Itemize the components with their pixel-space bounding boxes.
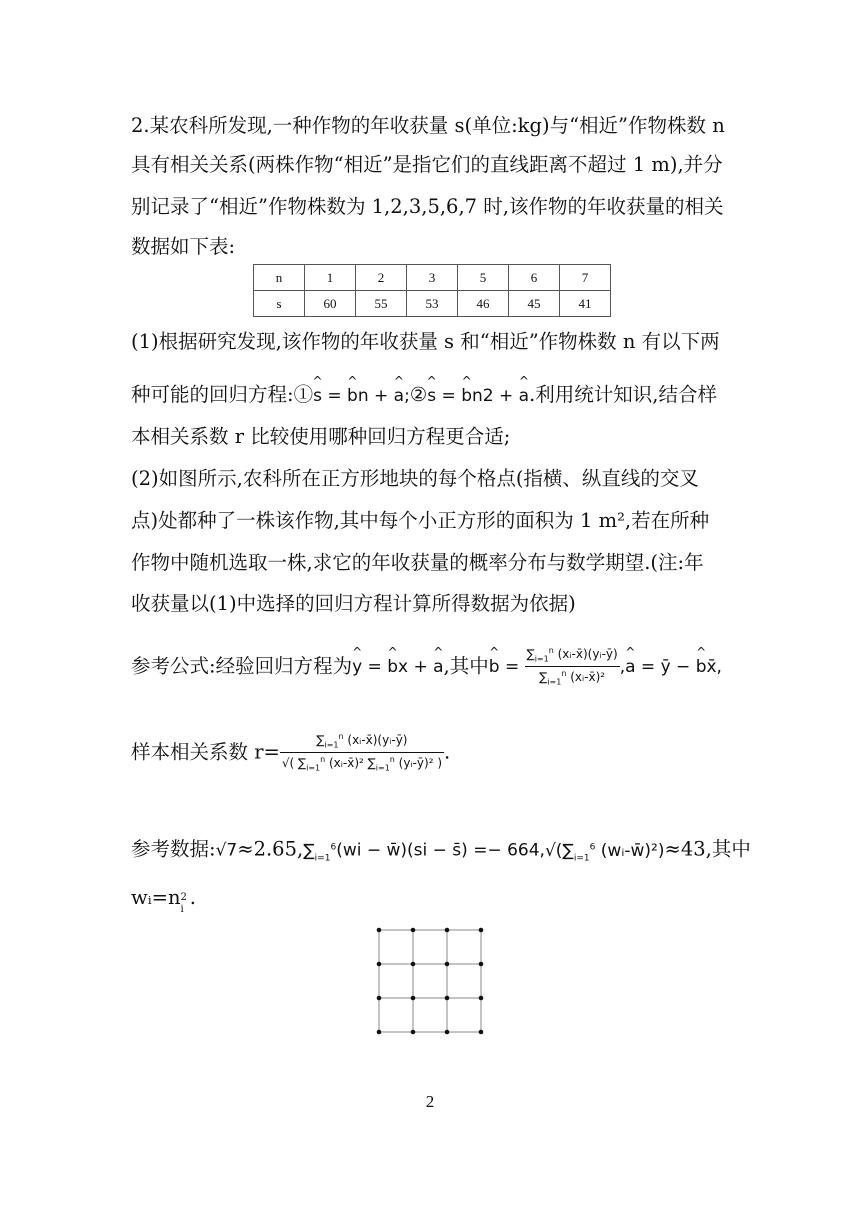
problem-line-2: 具有相关关系(两株作物“相近”是指它们的直线距离不超过 1 m),并分 bbox=[131, 153, 723, 176]
table-cell: 60 bbox=[305, 291, 356, 317]
table-row-n bbox=[254, 265, 611, 291]
regression-formula: ^ y = ^ bx + ^ a bbox=[352, 657, 443, 677]
grid-point bbox=[411, 962, 416, 967]
problem-line-1: 2.某农科所发现,一种作物的年收获量 s(单位:kg)与“相近”作物株数 n bbox=[131, 114, 725, 137]
table-cell: 45 bbox=[509, 291, 560, 317]
table-cell: 6 bbox=[509, 265, 560, 291]
b-hat-fraction: $\frac{\sum_{i=1}^n (xᵢ-x̄)(yᵢ-ȳ)}{\sum_{i=1}^n (xᵢ-x̄)^2}$ bbox=[526, 646, 618, 687]
q1-suffix: .利用统计知识,结合样 bbox=[529, 383, 717, 406]
grid-figure bbox=[372, 923, 488, 1039]
grid-point bbox=[479, 928, 484, 933]
sqrt-sum: $√(\sum_{i=1}^6$ (wᵢ-w̄)²) bbox=[544, 840, 665, 864]
w-definition: wᵢ=n bbox=[131, 886, 181, 909]
problem-line-4: 数据如下表: bbox=[131, 235, 236, 258]
w-definition-line bbox=[131, 884, 196, 919]
approx-1: ≈2.65, bbox=[237, 837, 304, 861]
grid-point bbox=[377, 928, 382, 933]
formula-mid: ,其中 bbox=[443, 654, 489, 678]
q1-line-1: (1)根据研究发现,该作物的年收获量 s 和“相近”作物株数 n 有以下两 bbox=[131, 330, 720, 353]
approx-2: ≈43,其中 bbox=[664, 837, 751, 861]
table-cell: 3 bbox=[407, 265, 458, 291]
data-table bbox=[253, 264, 611, 317]
grid-point bbox=[479, 996, 484, 1001]
problem-line-3: 别记录了“相近”作物株数为 1,2,3,5,6,7 时,该作物的年收获量的相关 bbox=[131, 195, 724, 218]
grid-point bbox=[445, 962, 450, 967]
table-row-s bbox=[254, 291, 611, 317]
grid-point bbox=[479, 1030, 484, 1035]
q1-prefix: 种可能的回归方程: bbox=[131, 383, 294, 406]
ref-data-line bbox=[131, 833, 751, 872]
period: . bbox=[189, 886, 196, 909]
grid-point bbox=[377, 962, 382, 967]
q1-line-2 bbox=[131, 381, 717, 410]
table-cell: 55 bbox=[356, 291, 407, 317]
table-cell: 7 bbox=[560, 265, 611, 291]
grid-point bbox=[411, 928, 416, 933]
table-cell: 46 bbox=[458, 291, 509, 317]
sum-expression: (wi − w̄)(si − s̄) =− 664, bbox=[336, 840, 545, 861]
q2-line-4: 收获量以(1)中选择的回归方程计算所得数据为依据) bbox=[131, 592, 576, 615]
table-cell: s bbox=[254, 291, 305, 317]
table-cell: 5 bbox=[458, 265, 509, 291]
table-cell: 2 bbox=[356, 265, 407, 291]
table-cell: 1 bbox=[305, 265, 356, 291]
grid-point bbox=[479, 962, 484, 967]
grid-point bbox=[411, 996, 416, 1001]
q2-line-2: 点)处都种了一株该作物,其中每个小正方形的面积为 1 m²,若在所种 bbox=[131, 509, 710, 532]
table-cell: 41 bbox=[560, 291, 611, 317]
grid-point bbox=[411, 1030, 416, 1035]
grid-point bbox=[445, 996, 450, 1001]
regression-eq-1: ^ s = ^ bn + ^ a; bbox=[313, 386, 410, 406]
grid-point bbox=[377, 996, 382, 1001]
r-label: 样本相关系数 r= bbox=[131, 740, 280, 764]
formula-label: 参考公式:经验回归方程为 bbox=[131, 654, 353, 678]
page-number: 2 bbox=[425, 1092, 435, 1111]
grid-point bbox=[445, 1030, 450, 1035]
q1-line-3: 本相关系数 r 比较使用哪种回归方程更合适; bbox=[131, 425, 511, 448]
q2-line-3: 作物中随机选取一株,求它的年收获量的概率分布与数学期望.(注:年 bbox=[131, 551, 704, 574]
r-formula-line: 样本相关系数 r= $\frac{\sum_{i=1}^n (xᵢ-x̄)(yᵢ-ȳ)}{√( \sum_{i=1}^n (xᵢ-x̄)^2 \sum_{i=1}^n (yᵢ-ȳ)^2 )}$ . bbox=[131, 730, 450, 776]
table-cell: n bbox=[254, 265, 305, 291]
table-cell: 53 bbox=[407, 291, 458, 317]
eq-marker-2: ② bbox=[409, 383, 428, 406]
formula-line bbox=[131, 644, 722, 690]
regression-eq-2: ^ s = ^ bn2 + ^ a bbox=[427, 386, 529, 406]
r-fraction: $\frac{\sum_{i=1}^n (xᵢ-x̄)(yᵢ-ȳ)}{√( \sum_{i=1}^n (xᵢ-x̄)^2 \sum_{i=1}^n (yᵢ-ȳ)^2 )}$ bbox=[281, 732, 443, 773]
n-sub-sup: 2 $_i$ bbox=[180, 892, 187, 916]
q2-line-1: (2)如图所示,农科所在正方形地块的每个格点(指横、纵直线的交叉 bbox=[131, 467, 699, 490]
sqrt7: √7 bbox=[215, 840, 238, 861]
b-hat-formula: ^ b = bbox=[489, 657, 525, 677]
a-hat-formula: ,^ a = ȳ − ^ bx̄, bbox=[620, 657, 722, 677]
grid-svg bbox=[372, 923, 488, 1039]
ref-data-label: 参考数据: bbox=[131, 837, 216, 861]
grid-point bbox=[377, 1030, 382, 1035]
eq-marker-1: ① bbox=[293, 383, 314, 406]
grid-point bbox=[445, 928, 450, 933]
sum-symbol: $\sum_{i=1}^6$ bbox=[303, 840, 337, 864]
